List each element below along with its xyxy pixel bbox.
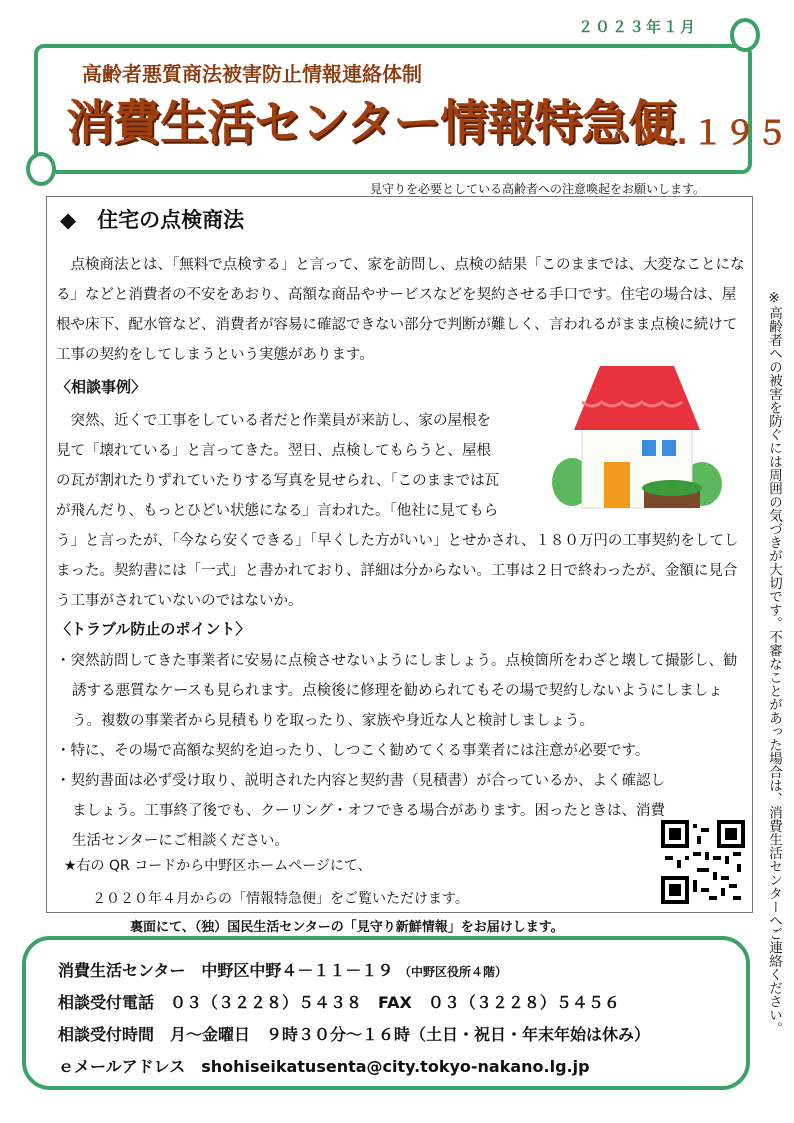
points-heading: 〈トラブル防止のポイント〉 bbox=[56, 620, 251, 638]
case-line: 見て「壊れている」と言ってきた。翌日、点検してもらうと、屋根 bbox=[56, 443, 491, 459]
header-note: 見守りを必要としている高齢者への注意喚起をお願いします。 bbox=[370, 182, 706, 196]
case-heading: 〈相談事例〉 bbox=[56, 378, 147, 396]
page-title: 消費生活センター情報特急便 bbox=[66, 95, 676, 151]
intro-paragraph: 点検商法とは、「無料で点検する」と言って、家を訪問し、点検の結果「このままでは、大変なことになる」などと消費者の不安をあおり、高額な商品やサービスなどを契約させる手口です。住宅の場合は、屋根や床下、配水管など、消費者が容易に確認できない部分で判断が難しく、言われるがまま点検に続けて工事の契約をしてしまうという実態があります。 bbox=[56, 257, 745, 363]
list-item: ・特に、その場で高額な契約を迫ったり、しつこく勧めてくる事業者には注意が必要です。 bbox=[56, 743, 650, 759]
case-line: が飛んだり、もっとひどい状態になる」言われた。「他社に見てもら bbox=[56, 503, 499, 519]
email-address[interactable]: ｅメールアドレス shohiseikatusenta@city.tokyo-nakano.lg.jp bbox=[58, 1057, 590, 1076]
phone-fax: 相談受付電話 ０３（３２２８）５４３８ FAX ０３（３２２８）５４５６ bbox=[58, 993, 620, 1012]
case-line: の瓦が割れたりずれていたりする写真を見せられ、「このままでは瓦 bbox=[56, 473, 500, 489]
list-item: ・契約書面は必ず受け取り、説明された内容と契約書（見積書）が合っているか、よく確認しましょう。工事終了後でも、クーリング・オフできる場合があります。困ったときは、消費生活センターにご相談ください。 bbox=[56, 773, 666, 849]
section-title: ◆ 住宅の点検商法 bbox=[60, 208, 245, 232]
office-hours: 相談受付時間 月～金曜日 ９時３０分～１６時（土日・祝日・年末年始は休み） bbox=[58, 1025, 651, 1044]
points-list bbox=[56, 646, 750, 856]
side-note: ※高齢者への被害を防ぐには周囲の気づきが大切です。不審なことがあった場合は、消費生活センターへご連絡ください。 bbox=[766, 290, 782, 1035]
center-floor: （中野区役所４階） bbox=[398, 965, 507, 979]
qr-note-2: ２０２０年４月からの「情報特急便」をご覧いただけます。 bbox=[92, 891, 469, 907]
case-paragraph-cont: う」と言ったが、「今なら安くできる」「早くした方がいい」とせかされ、１８０万円の工事契約をしてしまった。契約書には「一式」と書かれており、詳細は分からない。工事は２日で終わったが、金額に見合う工事がされていないのではないか。 bbox=[56, 533, 739, 609]
qr-note: ★右の QR コードから中野区ホームページにて、 bbox=[64, 858, 372, 874]
header-subtitle: 高齢者悪質商法被害防止情報連絡体制 bbox=[82, 62, 422, 86]
list-item: ・突然訪問してきた事業者に安易に点検させないようにしましょう。点検箇所をわざと壊して撮影し、勧誘する悪質なケースも見られます。点検後に修理を勧められてもその場で契約しないようにしましょう。複数の事業者から見積もりを取ったり、家族や身近な人と検討しましょう。 bbox=[56, 653, 738, 729]
scroll-curl-icon bbox=[730, 18, 760, 52]
back-note: 裏面にて、（独）国民生活センターの「見守り新鮮情報」をお届けします。 bbox=[130, 920, 564, 935]
case-paragraph bbox=[56, 406, 536, 526]
issue-number: NO.１９５ bbox=[634, 114, 788, 152]
house-illustration bbox=[552, 362, 722, 512]
center-name: 消費生活センター 中野区中野４－１１－１９ bbox=[58, 961, 394, 980]
case-line: 突然、近くで工事をしている者だと作業員が来訪し、家の屋根を bbox=[70, 413, 491, 429]
issue-date: ２０２３年１月 bbox=[578, 18, 698, 36]
qr-code[interactable] bbox=[661, 820, 745, 904]
center-address bbox=[58, 958, 507, 981]
scroll-curl-icon bbox=[26, 152, 56, 186]
